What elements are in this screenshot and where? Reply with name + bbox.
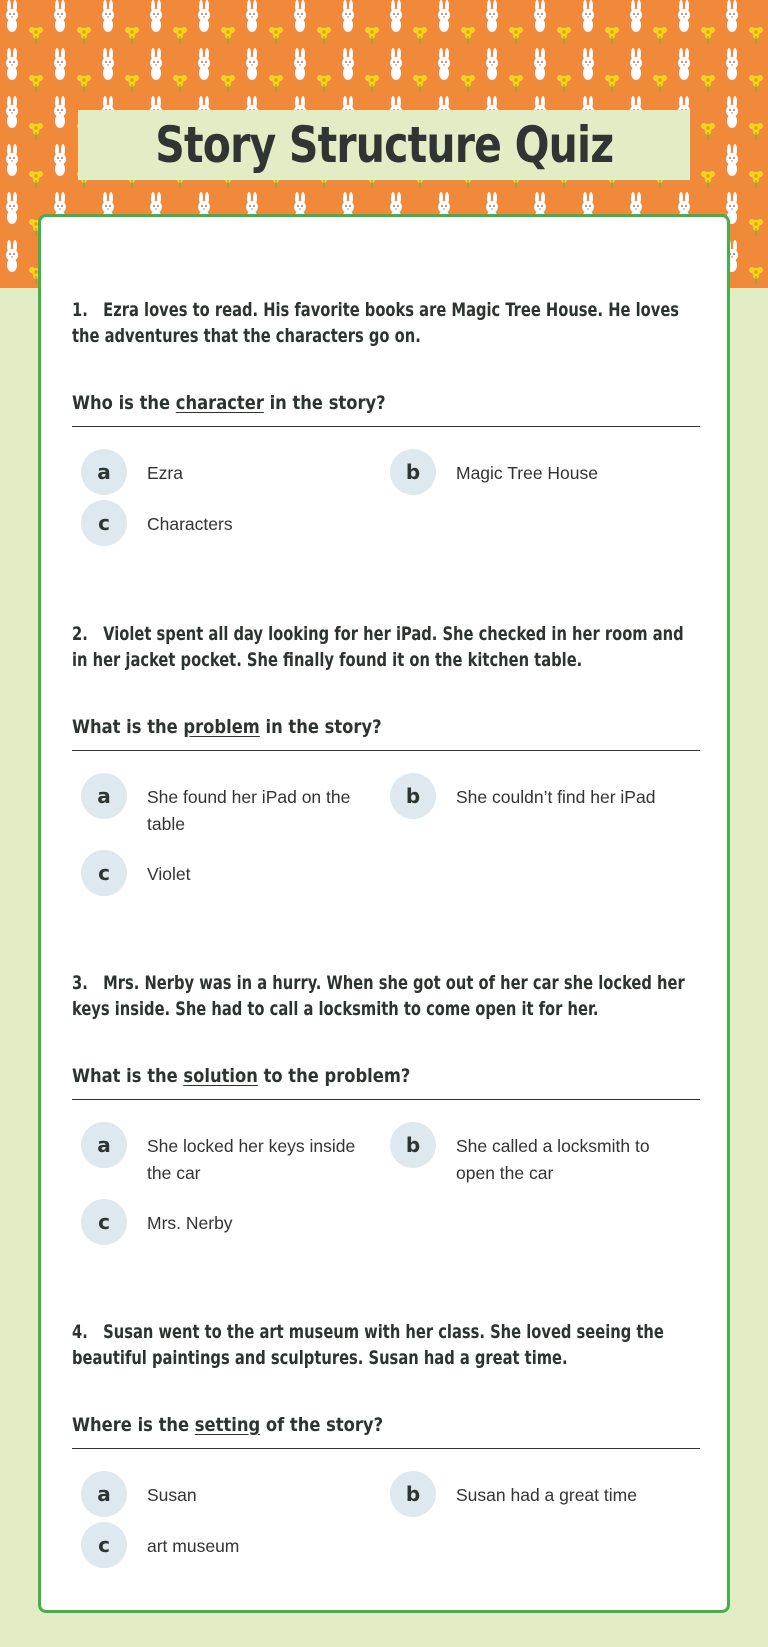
divider <box>72 1448 700 1449</box>
question-prompt: What is the solution to the problem? <box>72 1065 411 1087</box>
option-text: Susan <box>147 1485 197 1505</box>
option-text: Magic Tree House <box>456 463 599 483</box>
option-letter: b <box>390 449 436 495</box>
option-letter: b <box>390 1471 436 1517</box>
question-text: 2. Violet spent all day looking for her iPad. She checked in her room and in her jacket pocket. She finally found it on the kitchen table. <box>72 623 684 671</box>
question-prompt: Who is the character in the story? <box>72 392 386 414</box>
option-text: She found her iPad on the table <box>147 787 351 834</box>
question-text: 4. Susan went to the art museum with her class. She loved seeing the beautiful paintings and sculptures. Susan had a great time. <box>72 1321 664 1369</box>
option-letter: c <box>81 500 127 546</box>
question-prompt: Where is the setting of the story? <box>72 1414 384 1436</box>
question-3 <box>72 970 700 1270</box>
option-letter: b <box>390 1122 436 1168</box>
option-letter: a <box>81 1471 127 1517</box>
option-text: Ezra <box>147 463 183 483</box>
divider <box>72 426 700 427</box>
title-box <box>78 110 690 180</box>
option-text: She couldn’t find her iPad <box>456 787 656 807</box>
page-title: Story Structure Quiz <box>154 116 613 174</box>
question-1 <box>72 297 700 557</box>
option-text: Characters <box>147 514 233 534</box>
option-letter: c <box>81 1199 127 1245</box>
option-letter: a <box>81 449 127 495</box>
divider <box>72 750 700 751</box>
question-prompt: What is the problem in the story? <box>72 716 382 738</box>
prompt-keyword: character <box>175 392 264 414</box>
option-text: Susan had a great time <box>456 1485 637 1505</box>
prompt-keyword: solution <box>183 1065 258 1087</box>
prompt-keyword: problem <box>183 716 260 738</box>
prompt-keyword: setting <box>194 1414 261 1436</box>
question-4 <box>72 1319 700 1589</box>
option-letter: a <box>81 1122 127 1168</box>
option-text: Mrs. Nerby <box>147 1213 233 1233</box>
option-text: She locked her keys inside the car <box>147 1136 356 1183</box>
option-letter: a <box>81 773 127 819</box>
option-letter: b <box>390 773 436 819</box>
question-text: 3. Mrs. Nerby was in a hurry. When she got out of her car she locked her keys inside. She had to call a locksmith to come open it for her. <box>72 972 685 1020</box>
option-letter: c <box>81 850 127 896</box>
question-text: 1. Ezra loves to read. His favorite books are Magic Tree House. He loves the adventures that the characters go on. <box>72 299 680 347</box>
option-letter: c <box>81 1522 127 1568</box>
quiz-card <box>38 214 730 1613</box>
option-text: art museum <box>147 1536 240 1556</box>
divider <box>72 1099 700 1100</box>
question-2 <box>72 621 700 921</box>
option-text: Violet <box>147 864 191 884</box>
option-text: She called a locksmith to open the car <box>456 1136 650 1183</box>
